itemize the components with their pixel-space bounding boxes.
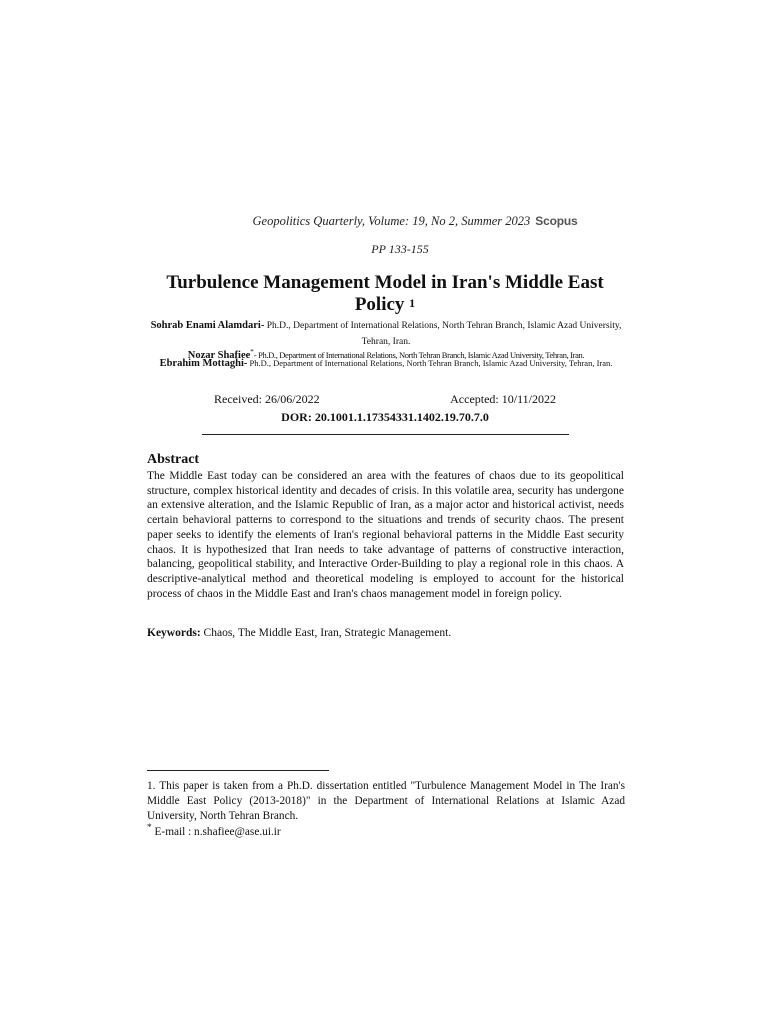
author-affiliation: Ph.D., Department of International Relations, North Tehran Branch, Islamic Azad University, Tehran, Iran. bbox=[266, 321, 622, 347]
received-date: Received: 26/06/2022 bbox=[214, 392, 320, 406]
corresponding-mark: * bbox=[250, 348, 254, 356]
footnote-1: 1. This paper is taken from a Ph.D. dissertation entitled "Turbulence Management Model in The Iran's Middle East Policy (2013-2018)" in the Department of International Relations at Islamic Azad University, North Tehran Branch. bbox=[147, 780, 625, 822]
author-name: Ebrahim Mottaghi- bbox=[159, 358, 248, 369]
abstract-heading: Abstract bbox=[147, 452, 200, 467]
paper-title bbox=[147, 272, 623, 316]
keywords bbox=[147, 627, 624, 639]
title-footnote-mark: 1 bbox=[409, 296, 416, 310]
accepted-date: Accepted: 10/11/2022 bbox=[450, 392, 556, 406]
corresponding-email bbox=[147, 823, 281, 838]
email-text: E-mail : n.shafiee@ase.ui.ir bbox=[151, 825, 281, 838]
scopus-logo: Scopus bbox=[535, 214, 578, 228]
paper-title-text: Turbulence Management Model in Iran's Middle East Policy bbox=[166, 272, 604, 315]
author-3 bbox=[147, 357, 625, 370]
page-range: PP 133-155 bbox=[371, 242, 429, 256]
keywords-values: Chaos, The Middle East, Iran, Strategic Management. bbox=[203, 627, 452, 639]
keywords-label: Keywords: bbox=[147, 627, 201, 639]
abstract-body: The Middle East today can be considered an area with the features of chaos due to its geopolitical structure, complex historical identity and decades of crisis. In this volatile area, security has undergone an extensive alteration, and the Islamic Republic of Iran, as a major actor and historical activist, needs certain behavioral patterns to correspond to the situations and trends of security chaos. The present paper seeks to identify the elements of Iran's regional behavioral patterns in the Middle East security chaos. It is hypothesized that Iran needs to take advantage of patterns of constructive interaction, balancing, geopolitical stability, and Interactive Order-Building to play a regional role in this chaos. A descriptive-analytical method and theoretical modeling is employed to account for the historical process of chaos in the Middle East and Iran's chaos management model in foreign policy. bbox=[147, 470, 624, 600]
dor-identifier: DOR: 20.1001.1.17354331.1402.19.70.7.0 bbox=[281, 410, 489, 424]
journal-name: Geopolitics Quarterly, Volume: 19, No 2, Summer 2023 bbox=[252, 214, 531, 228]
author-affiliation: Ph.D., Department of International Relations, North Tehran Branch, Islamic Azad University, Tehran, Iran. bbox=[249, 358, 613, 368]
header-divider bbox=[202, 434, 569, 435]
footnote-divider bbox=[147, 770, 329, 771]
article-dates bbox=[214, 392, 556, 407]
author-name: Sohrab Enami Alamdari- bbox=[150, 320, 265, 331]
author-name: Nozar Shafiee bbox=[187, 349, 251, 361]
email-mark: * bbox=[147, 823, 152, 833]
author-affiliation: - Ph.D., Department of International Relations, North Tehran Branch, Islamic Azad University, Tehran, Iran. bbox=[253, 349, 585, 360]
journal-citation bbox=[0, 214, 770, 229]
